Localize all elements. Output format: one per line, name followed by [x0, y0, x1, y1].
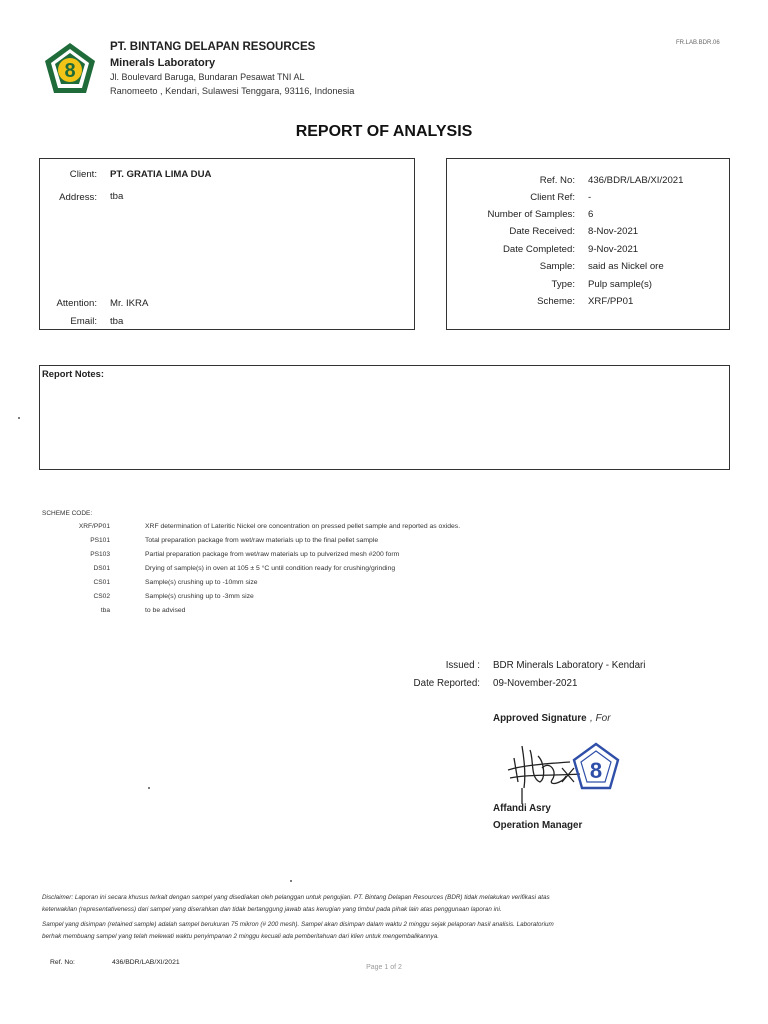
- address-line-1: Jl. Boulevard Baruga, Bundaran Pesawat TNI AL: [110, 72, 305, 82]
- address-label: Address:: [59, 192, 97, 203]
- scheme-desc: Sample(s) crushing up to -10mm size: [145, 579, 258, 586]
- logo-digit: 8: [64, 60, 76, 82]
- scheme-label: Scheme:: [537, 296, 575, 307]
- scheme-value: XRF/PP01: [588, 296, 634, 307]
- type-label: Type:: [551, 279, 575, 290]
- signature-stamp: [500, 738, 622, 810]
- signatory-title: Operation Manager: [493, 820, 583, 831]
- scheme-code: CS01: [93, 579, 110, 586]
- client-label: Client:: [69, 169, 97, 180]
- report-title: REPORT OF ANALYSIS: [295, 123, 473, 140]
- scheme-code: tba: [100, 607, 110, 614]
- approved-signature-label: Approved Signature: [493, 713, 587, 724]
- scheme-code: CS02: [93, 593, 110, 600]
- signatory-name: Affandi Asry: [493, 803, 551, 814]
- disclaimer-line-2: keterwakilan (representativeness) dari sampel yang diserahkan dan tidak bertanggung jawab atas kerugian yang timbul pada pihak lain atas penggunaan laporan ini.: [42, 906, 502, 913]
- num-samples-label: Number of Samples:: [487, 209, 575, 220]
- stray-mark: [148, 787, 150, 789]
- email-label: Email:: [70, 316, 97, 327]
- page-number: Page 1 of 2: [366, 964, 402, 971]
- attention-label: Attention:: [56, 298, 97, 309]
- scheme-code-heading: SCHEME CODE:: [42, 510, 93, 517]
- handwritten-signature-icon: [508, 746, 580, 804]
- scheme-desc: Partial preparation package from wet/raw materials up to pulverized mesh #200 form: [145, 551, 400, 558]
- date-reported-value: 09-November-2021: [493, 678, 578, 689]
- date-received-label: Date Received:: [509, 226, 575, 237]
- company-name: PT. BINTANG DELAPAN RESOURCES: [110, 41, 316, 53]
- client-ref-value: -: [588, 192, 592, 203]
- issued-label: Issued :: [445, 660, 480, 671]
- date-reported-label: Date Reported:: [413, 678, 480, 689]
- lab-name: Minerals Laboratory: [110, 57, 216, 69]
- footer-ref-value: 436/BDR/LAB/XI/2021: [112, 959, 180, 966]
- scheme-code: PS103: [90, 551, 110, 558]
- svg-text:8: 8: [589, 758, 603, 783]
- address-value: tba: [110, 191, 124, 202]
- disclaimer-line-1: Disclaimer: Laporan ini secara khusus terkait dengan sampel yang disediakan oleh pelanggan untuk pengujian. PT. Bintang Delapan Resources (BDR) tidak melakukan verifikasi atas: [42, 894, 550, 901]
- report-notes-box: [39, 365, 730, 470]
- client-box: [39, 158, 415, 330]
- scheme-desc: to be advised: [145, 607, 186, 614]
- ref-no-value: 436/BDR/LAB/XI/2021: [588, 175, 684, 186]
- address-line-2: Ranomeeto , Kendari, Sulawesi Tenggara, 93116, Indonesia: [110, 86, 355, 96]
- ref-no-label: Ref. No:: [539, 175, 575, 186]
- date-completed-value: 9-Nov-2021: [588, 244, 639, 255]
- scheme-code: PS101: [90, 537, 110, 544]
- email-value: tba: [110, 316, 124, 327]
- stray-mark: [290, 880, 292, 882]
- date-received-value: 8-Nov-2021: [588, 226, 639, 237]
- num-samples-value: 6: [588, 209, 594, 220]
- client-value: PT. GRATIA LIMA DUA: [110, 169, 212, 180]
- reference-box: [446, 158, 730, 330]
- client-ref-label: Client Ref:: [530, 192, 575, 203]
- scheme-desc: Total preparation package from wet/raw materials up to the final pellet sample: [145, 537, 379, 544]
- scheme-code: DS01: [93, 565, 110, 572]
- stray-mark: [18, 417, 20, 419]
- sample-label: Sample:: [539, 261, 575, 272]
- scheme-desc: Drying of sample(s) in oven at 105 ± 5 °C until condition ready for crushing/grinding: [145, 565, 396, 572]
- type-value: Pulp sample(s): [588, 279, 652, 290]
- disclaimer-line-4: berhak membuang sampel yang telah melewati waktu penyimpanan 2 minggu kecuali ada pemberitahuan dari klien untuk mengembalikannya.: [42, 933, 439, 940]
- company-logo: [42, 41, 98, 97]
- report-notes-label: Report Notes:: [42, 368, 104, 379]
- footer-ref-label: Ref. No:: [50, 959, 75, 966]
- scheme-code: XRF/PP01: [78, 523, 110, 530]
- scheme-desc: XRF determination of Lateritic Nickel ore concentration on pressed pellet sample and reported as oxides.: [145, 523, 461, 530]
- scheme-desc: Sample(s) crushing up to -3mm size: [145, 593, 254, 600]
- disclaimer-line-3: Sampel yang disimpan (retained sample) adalah sampel berukuran 75 mikron (# 200 mesh). Sampel akan disimpan dalam waktu 2 minggu sejak pelaporan hasil analisis. Laboratorium: [42, 921, 554, 928]
- stamp-logo-icon: [574, 744, 618, 788]
- handwritten-for-note: , For: [590, 713, 611, 724]
- attention-value: Mr. IKRA: [110, 298, 149, 309]
- issued-value: BDR Minerals Laboratory - Kendari: [493, 660, 646, 671]
- sample-value: said as Nickel ore: [588, 261, 664, 272]
- date-completed-label: Date Completed:: [503, 244, 575, 255]
- form-code: FR.LAB.BDR.06: [676, 40, 720, 46]
